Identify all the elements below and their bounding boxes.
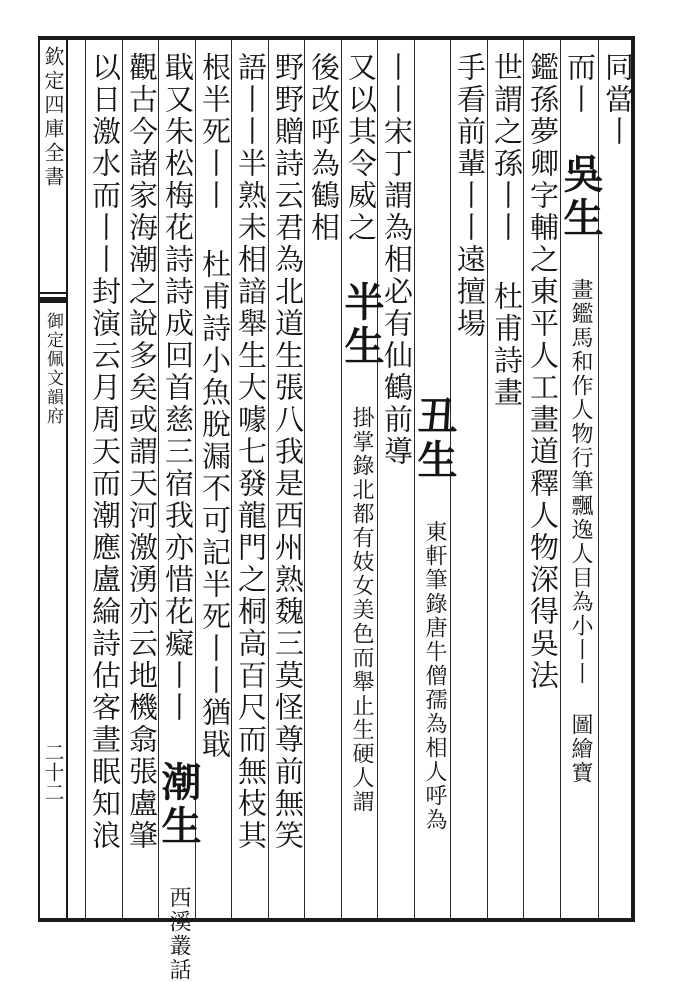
text-column-3 bbox=[525, 52, 561, 914]
column-text: 野野贈詩云君為北道生張八我是西州熟魏三莫怪尊前無笑 bbox=[271, 52, 305, 852]
column-text: 同當丨 bbox=[601, 52, 635, 148]
column-text: 觀古今諸家海潮之說多矣或謂天河激湧亦云地機翕張盧肇 bbox=[125, 52, 159, 852]
gutter-right-rule bbox=[66, 36, 68, 922]
frame-top-border bbox=[38, 36, 634, 40]
gutter-volume-title: 御定佩文韻府 bbox=[43, 312, 63, 426]
text-column-4 bbox=[489, 52, 525, 914]
column-text: 而丨 bbox=[563, 52, 597, 116]
text-column-8 bbox=[338, 52, 385, 914]
text-column-1 bbox=[600, 52, 636, 914]
text-column-10 bbox=[270, 52, 306, 914]
frame-bottom-border bbox=[38, 918, 634, 922]
column-text: 手看前輩丨丨遠擅場 bbox=[453, 52, 487, 340]
column-text: 世謂之孫丨丨 杜甫詩畫 bbox=[490, 52, 524, 409]
column-text: 戢又朱松梅花詩詩成回首慈三宿我亦惜花癡丨丨 bbox=[161, 52, 195, 724]
text-column-12 bbox=[197, 52, 233, 914]
headword: 吳生 bbox=[557, 153, 604, 241]
fish-tail-mark-bold bbox=[40, 297, 66, 303]
fish-tail-mark bbox=[40, 292, 66, 294]
column-text: 又以其令威之 bbox=[344, 52, 378, 244]
column-rule bbox=[85, 40, 86, 918]
text-column-14 bbox=[124, 52, 160, 914]
text-column-15 bbox=[87, 52, 123, 914]
text-column-6 bbox=[411, 52, 458, 914]
text-column-9 bbox=[306, 52, 342, 914]
headword: 半生 bbox=[338, 281, 385, 369]
column-text: 以日激水而丨丨封演云月周天而潮應盧綸詩估客晝眠知浪 bbox=[88, 52, 122, 852]
column-text: 丨丨宋丁謂為相必有仙鶴前導 bbox=[380, 52, 414, 468]
column-text: 根半死丨丨 杜甫詩小魚脫漏不可記半死丨丨猶戢 bbox=[198, 52, 232, 761]
column-annotation: 掛掌錄北都有妓女美色而舉止生硬人謂 bbox=[349, 406, 374, 814]
gutter-page-number: 二十二 bbox=[41, 742, 65, 802]
column-text: 鑑孫夢卿字輔之東平人工畫道釋人物深得吳法 bbox=[526, 52, 560, 692]
column-annotation: 畫鑑馬和作人物行筆飄逸人目為小丨丨 圖繪寶 bbox=[568, 278, 593, 785]
text-column-2 bbox=[557, 52, 604, 914]
column-text: 語丨丨半熟未相諳舉生大噱七發龍門之桐高百尺而無枝其 bbox=[234, 52, 268, 852]
gutter-book-title: 欽定四庫全書 bbox=[41, 46, 65, 190]
headword: 丑生 bbox=[411, 395, 458, 483]
text-column-13 bbox=[155, 52, 202, 982]
headword: 潮生 bbox=[155, 761, 202, 849]
column-text: 後改呼為鶴相 bbox=[307, 52, 341, 244]
text-column-11 bbox=[233, 52, 269, 914]
column-annotation: 西溪叢話 bbox=[166, 886, 191, 982]
column-annotation: 東軒筆錄唐牛僧孺為相人呼為 bbox=[422, 520, 447, 832]
text-column-5 bbox=[452, 52, 488, 914]
text-column-7 bbox=[379, 52, 415, 914]
